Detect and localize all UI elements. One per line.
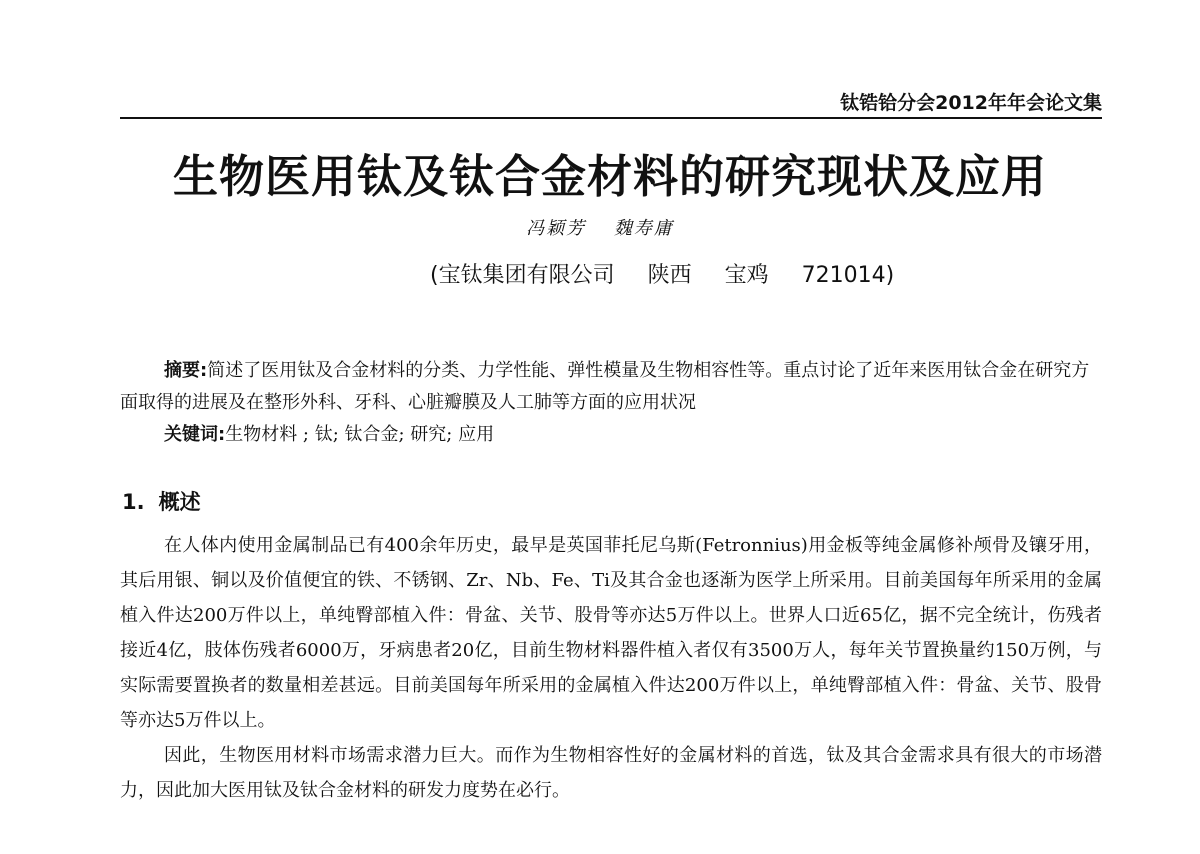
affiliation-zip: 721014) (801, 263, 895, 288)
section-title: 概述 (158, 490, 201, 514)
affiliation (430, 258, 894, 289)
abstract-text: 简述了医用钛及合金材料的分类、力学性能、弹性模量及生物相容性等。重点讨论了近年来医用钛合金在研究方面取得的进展及在整形外科、牙科、心脏瓣膜及人工肺等方面的应用状况 (120, 360, 1090, 413)
author-name: 魏寿庸 (613, 218, 674, 239)
author-list (0, 214, 1200, 240)
affiliation-org: (宝钛集团有限公司 (430, 263, 615, 288)
section-number: 1. (122, 490, 145, 514)
keywords-text: 生物材料 ; 钛; 钛合金; 研究; 应用 (225, 424, 495, 445)
affiliation-province: 陕西 (647, 263, 692, 288)
body-paragraph: 在人体内使用金属制品已有400余年历史，最早是英国菲托尼乌斯(Fetronnius)用金板等纯金属修补颅骨及镶牙用，其后用银、铜以及价值便宜的铁、不锈钢、Zr、Nb、Fe、Ti及其合金也逐渐为医学上所采用。目前美国每年所采用的金属植入件达200万件以上，单纯臀部植入件：骨盆、关节、股骨等亦达5万件以上。世界人口近65亿，据不完全统计，伤残者接近4亿，肢体伤残者6000万，牙病患者20亿，目前生物材料器件植入者仅有3500万人，每年关节置换量约150万例，与实际需要置换者的数量相差甚远。目前美国每年所采用的金属植入件达200万件以上，单纯臀部植入件：骨盆、关节、股骨等亦达5万件以上。 (120, 535, 1102, 731)
section-heading (122, 486, 201, 516)
abstract-block (120, 355, 1102, 451)
abstract-paragraph (120, 355, 1102, 419)
author-name: 冯颖芳 (526, 218, 587, 239)
header-rule (120, 117, 1102, 119)
keywords-paragraph (120, 419, 1102, 451)
abstract-label: 摘要: (164, 360, 208, 381)
affiliation-city: 宝鸡 (724, 263, 769, 288)
paper-title: 生物医用钛及钛合金材料的研究现状及应用 (172, 150, 1047, 203)
keywords-label: 关键词: (164, 424, 226, 445)
section-body (120, 528, 1102, 808)
body-paragraph: 因此，生物医用材料市场需求潜力巨大。而作为生物相容性好的金属材料的首选，钛及其合金需求具有很大的市场潜力，因此加大医用钛及钛合金材料的研发力度势在必行。 (120, 745, 1102, 801)
journal-header: 钛锆铪分会2012年年会论文集 (840, 92, 1102, 114)
